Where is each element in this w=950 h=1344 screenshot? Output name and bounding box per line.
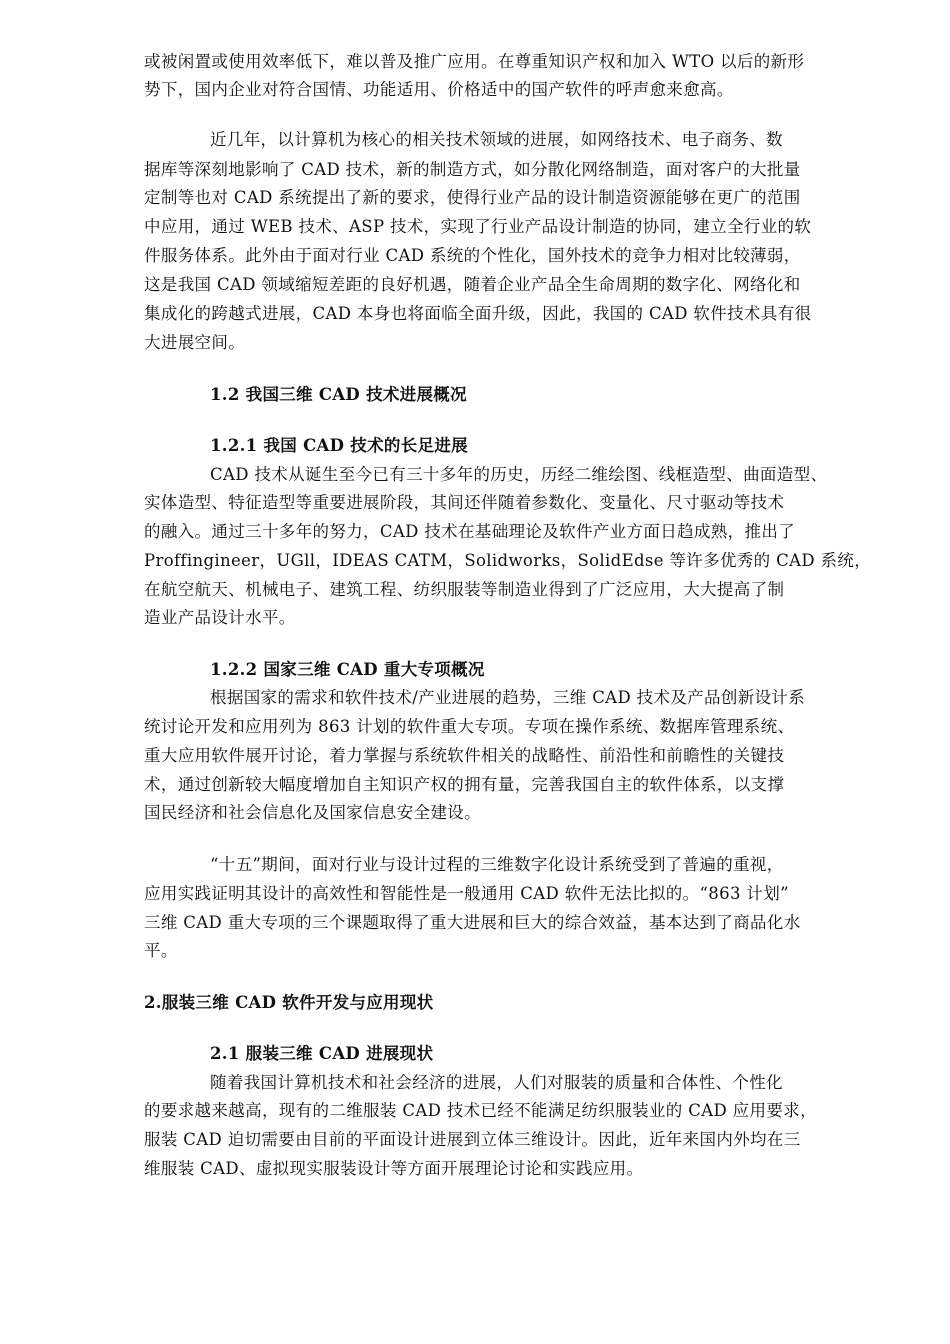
text-line: 大进展空间。 <box>144 333 246 352</box>
text-line: 在航空航天、机械电子、建筑工程、纺织服装等制造业得到了广泛应用，大大提高了制 <box>144 580 785 599</box>
text-line: 定制等也对 CAD 系统提出了新的要求，使得行业产品的设计制造资源能够在更广的范围 <box>144 188 801 207</box>
text-line: 根据国家的需求和软件技术/产业进展的趋势，三维 CAD 技术及产品创新设计系 <box>210 688 806 707</box>
text-line: 的融入。通过三十多年的努力，CAD 技术在基础理论及软件产业方面日趋成熟，推出了 <box>144 522 796 541</box>
text-line: 件服务体系。此外由于面对行业 CAD 系统的个性化，国外技术的竞争力相对比较薄弱， <box>144 246 801 265</box>
text-line: 服装 CAD 迫切需要由目前的平面设计进展到立体三维设计。因此，近年来国内外均在三 <box>144 1130 801 1149</box>
text-line: CAD 技术从诞生至今已有三十多年的历史，历经二维绘图、线框造型、曲面造型、 <box>210 465 828 484</box>
text-line: 中应用，通过 WEB 技术、ASP 技术，实现了行业产品设计制造的协同，建立全行业的软 <box>144 217 812 236</box>
text-line: 术，通过创新较大幅度增加自主知识产权的拥有量，完善我国自主的软件体系，以支撑 <box>144 775 785 794</box>
subsection-heading: 1.2.1 我国 CAD 技术的长足进展 <box>210 436 468 455</box>
text-line: 集成化的跨越式进展，CAD 本身也将面临全面升级，因此，我国的 CAD 软件技术具有很 <box>144 304 812 323</box>
text-line: Proffingineer，UGll，IDEAS CATM，Solidworks，SolidEdse 等许多优秀的 CAD 系统， <box>144 551 872 570</box>
text-line: 平。 <box>144 941 178 960</box>
text-line: 或被闲置或使用效率低下，难以普及推广应用。在尊重知识产权和加入 WTO 以后的新形 <box>144 52 805 71</box>
text-line: 这是我国 CAD 领域缩短差距的良好机遇，随着企业产品全生命周期的数字化、网络化和 <box>144 275 801 294</box>
subsection-heading: 1.2.2 国家三维 CAD 重大专项概况 <box>210 660 485 679</box>
text-line: 应用实践证明其设计的高效性和智能性是一般通用 CAD 软件无法比拟的。“863 计划” <box>144 884 789 903</box>
text-line: 造业产品设计水平。 <box>144 608 296 627</box>
text-line: 的要求越来越高，现有的二维服装 CAD 技术已经不能满足纺织服装业的 CAD 应用要求， <box>144 1101 817 1120</box>
section-heading: 1.2 我国三维 CAD 技术进展概况 <box>210 385 467 404</box>
text-line: “十五”期间，面对行业与设计过程的三维数字化设计系统受到了普遍的重视， <box>210 855 784 874</box>
text-line: 三维 CAD 重大专项的三个课题取得了重大进展和巨大的综合效益，基本达到了商品化水 <box>144 913 801 932</box>
text-line: 统讨论开发和应用列为 863 计划的软件重大专项。专项在操作系统、数据库管理系统、 <box>144 717 795 736</box>
text-line: 势下，国内企业对符合国情、功能适用、价格适中的国产软件的呼声愈来愈高。 <box>144 80 734 99</box>
text-line: 实体造型、特征造型等重要进展阶段，其间还伴随着参数化、变量化、尺寸驱动等技术 <box>144 493 785 512</box>
text-line: 维服装 CAD、虚拟现实服装设计等方面开展理论讨论和实践应用。 <box>144 1159 644 1178</box>
text-line: 近几年，以计算机为核心的相关技术领域的进展，如网络技术、电子商务、数 <box>210 130 783 149</box>
section-heading: 2.服装三维 CAD 软件开发与应用现状 <box>144 993 434 1012</box>
text-line: 国民经济和社会信息化及国家信息安全建设。 <box>144 803 481 822</box>
text-line: 随着我国计算机技术和社会经济的进展，人们对服装的质量和合体性、个性化 <box>210 1073 783 1092</box>
subsection-heading: 2.1 服装三维 CAD 进展现状 <box>210 1044 434 1063</box>
text-line: 重大应用软件展开讨论，着力掌握与系统软件相关的战略性、前沿性和前瞻性的关键技 <box>144 746 785 765</box>
text-line: 据库等深刻地影响了 CAD 技术，新的制造方式，如分散化网络制造，面对客户的大批量 <box>144 160 801 179</box>
